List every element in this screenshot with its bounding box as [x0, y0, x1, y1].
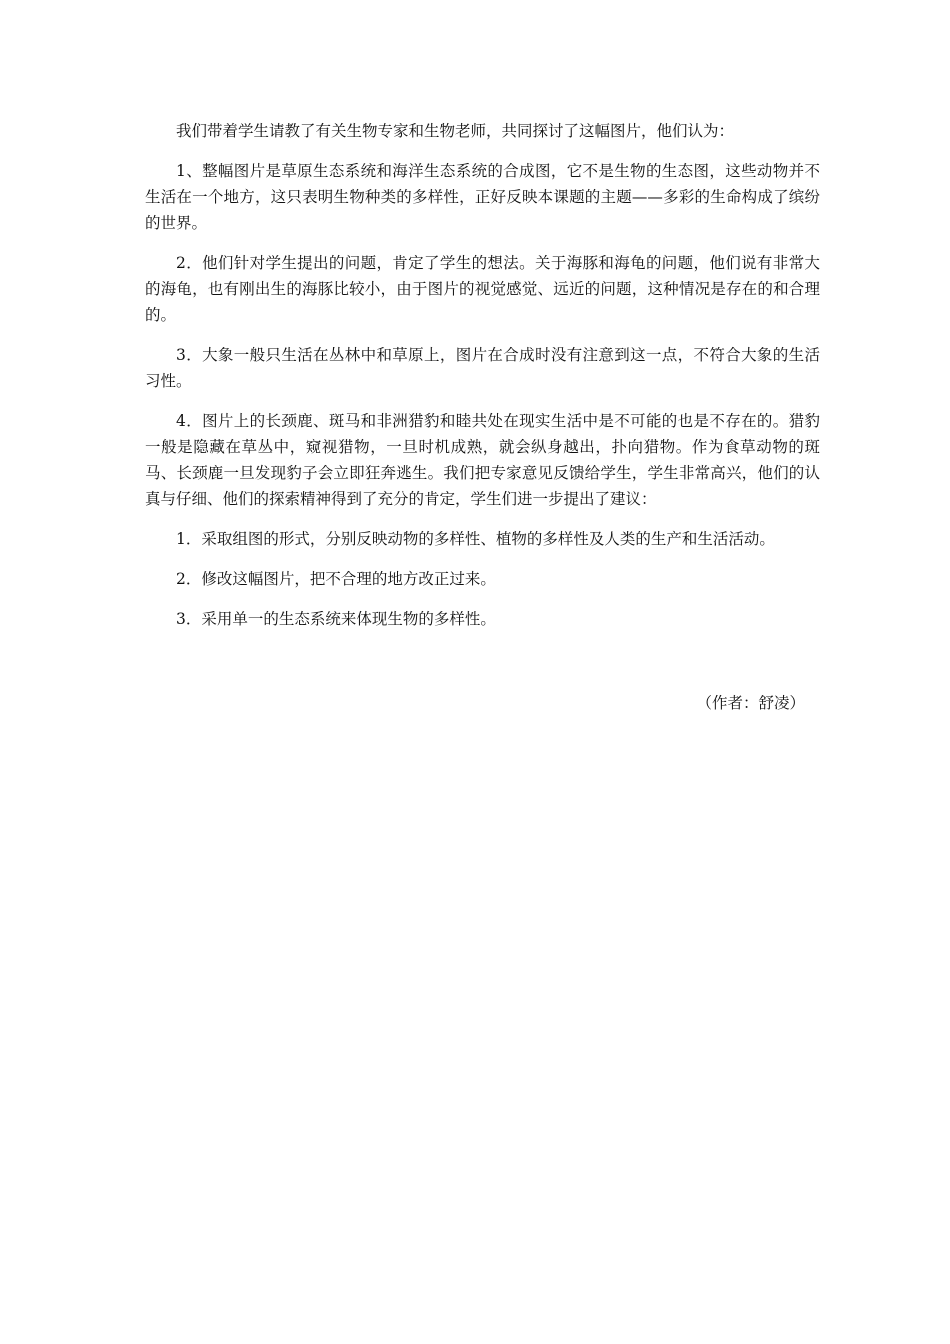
suggestion-1: 1．采取组图的形式，分别反映动物的多样性、植物的多样性及人类的生产和生活活动。 — [176, 530, 775, 548]
paragraph-point-2: 2．他们针对学生提出的问题，肯定了学生的想法。关于海豚和海龟的问题，他们说有非常大的海龟，也有刚出生的海豚比较小，由于图片的视觉感觉、远近的问题，这种情况是存在的和合理的。 — [145, 254, 820, 324]
author-credit: （作者：舒凌） — [696, 694, 805, 712]
document-body — [145, 118, 820, 646]
suggestion-3: 3．采用单一的生态系统来体现生物的多样性。 — [176, 610, 496, 628]
paragraph-point-1: 1、整幅图片是草原生态系统和海洋生态系统的合成图，它不是生物的生态图，这些动物并不生活在一个地方，这只表明生物种类的多样性，正好反映本课题的主题——多彩的生命构成了缤纷的世界。 — [145, 162, 820, 232]
paragraph-point-4: 4．图片上的长颈鹿、斑马和非洲猎豹和睦共处在现实生活中是不可能的也是不存在的。猎豹一般是隐藏在草丛中，窥视猎物，一旦时机成熟，就会纵身越出，扑向猎物。作为食草动物的斑马、长颈鹿一旦发现豹子会立即狂奔逃生。我们把专家意见反馈给学生，学生非常高兴，他们的认真与仔细、他们的探索精神得到了充分的肯定，学生们进一步提出了建议： — [145, 412, 820, 508]
paragraph-intro: 我们带着学生请教了有关生物专家和生物老师，共同探讨了这幅图片，他们认为： — [176, 122, 735, 140]
paragraph-point-3: 3．大象一般只生活在丛林中和草原上，图片在合成时没有注意到这一点，不符合大象的生活习性。 — [145, 346, 820, 390]
suggestion-2: 2．修改这幅图片，把不合理的地方改正过来。 — [176, 570, 496, 588]
